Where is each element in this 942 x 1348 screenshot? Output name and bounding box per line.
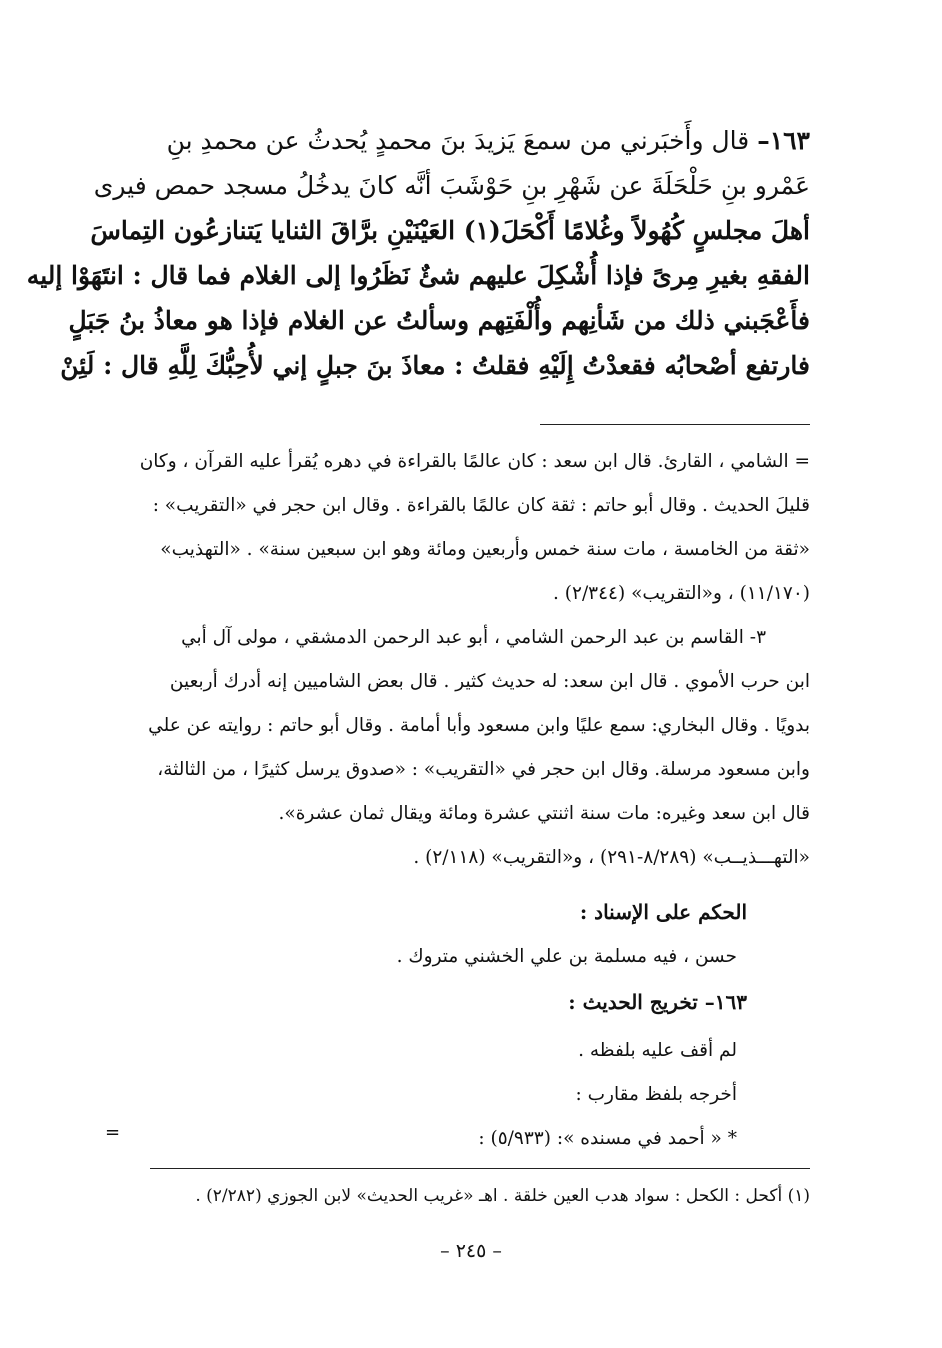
note-line: قليلَ الحديث . وقال أبو حاتم : ثقة كان عالمًا بالقراءة . وقال ابن حجر في «التقريب» : — [152, 495, 810, 516]
note-line: (١١/١٧٠) ، و«التقريب» (٢/٣٤٤) . — [553, 583, 810, 604]
hadith-line: عَمْرو بنِ حَلْحَلَةَ عن شَهْرِ بنِ حَوْشَبَ أنَّه كانَ يدخُلُ مسجد حمص فيرى — [93, 171, 810, 200]
note-line: ٣- القاسم بن عبد الرحمن الشامي ، أبو عبد الرحمن الدمشقي ، مولى آل أبي — [181, 627, 766, 648]
ruling-heading: الحكم على الإسناد : — [579, 900, 747, 924]
takhrij-heading: ١٦٣– تخريج الحديث : — [568, 990, 747, 1014]
continuation-mark: = — [105, 1122, 121, 1143]
takhrij-line: لم أقف عليه بلفظه . — [578, 1040, 737, 1061]
hadith-line: فارتفع أصْحابُه فقعدْتُ إِلَيْهِ فقلتُ : معاذَ بنَ جبلٍ إني لأُحِبُّكَ لِلَّهِ قال : لَئِنْ — [60, 351, 810, 380]
hadith-line: الفقهِ بغيرِ مِرىً فإذا أُشْكِلَ عليهم شئٌ نَظَرُوا إلى الغلام فما قال : انتَهَوْا إليه — [26, 261, 810, 290]
hadith-line: ١٦٣– قال وأَخبَرني من سمعَ يَزيدَ بنَ محمدٍ يُحدثُ عن محمدِ بنِ — [166, 126, 810, 155]
hadith-text — [26, 118, 810, 388]
ruling-text: حسن ، فيه مسلمة بن علي الخشني متروك . — [396, 946, 737, 967]
note-line: بدويًا . وقال البخاري: سمع عليًا وابن مسعود وأبا أمامة . وقال أبو حاتم : روايته عن علي — [148, 715, 810, 736]
note-line: وابن مسعود مرسلة. وقال ابن حجر في «التقريب» : «صدوق يرسل كثيرًا ، من الثالثة، — [157, 759, 810, 780]
hadith-line: أهلَ مجلسٍ كُهُولاً وغُلامًا أَكْحَلَ(١) العَيْنَيْنِ برَّاقَ الثنايا يَتنازعُون التِماسَ — [90, 216, 810, 245]
note-line: قال ابن سعد وغيره: مات سنة اثنتي عشرة ومائة ويقال ثمان عشرة». — [278, 803, 810, 824]
note-line: «التهـــذيــب» (٨/٢٨٩-٢٩١) ، و«التقريب» (٢/١١٨) . — [413, 847, 810, 868]
takhrij-line: * « أحمد في مسنده »: (٥/٩٣٣) : — [478, 1128, 737, 1149]
footnote: (١) أكحل : الكحل : سواد هدب العين خلقة . اهـ «غريب الحديث» لابن الجوزي (٢/٢٨٢) . — [195, 1186, 810, 1206]
hadith-number: ١٦٣– — [757, 126, 810, 155]
note-line: = الشامي ، القارئ. قال ابن سعد : كان عالمًا بالقراءة في دهره يُقرأ عليه القرآن ، وكان — [139, 451, 810, 472]
narrator-notes — [100, 440, 810, 880]
takhrij-line: أخرجه بلفظ مقارب : — [575, 1084, 737, 1105]
page-number: – ٢٤٥ – — [440, 1240, 502, 1262]
footnote-separator — [150, 1168, 810, 1169]
note-line: «ثقة من الخامسة ، مات سنة خمس وأربعين ومائة وهو ابن سبعين سنة» . «التهذيب» — [160, 539, 810, 560]
hadith-line: فأَعْجَبني ذلك من شَأنِهم وأُلْفَتِهم وسألتُ عن الغلام فإذا هو معاذُ بنُ جَبَلٍ — [68, 306, 810, 335]
note-line: ابن حرب الأموي . قال ابن سعد: له حديث كثير . قال بعض الشاميين إنه أدرك أربعين — [169, 671, 810, 692]
footnote-separator — [540, 424, 810, 425]
